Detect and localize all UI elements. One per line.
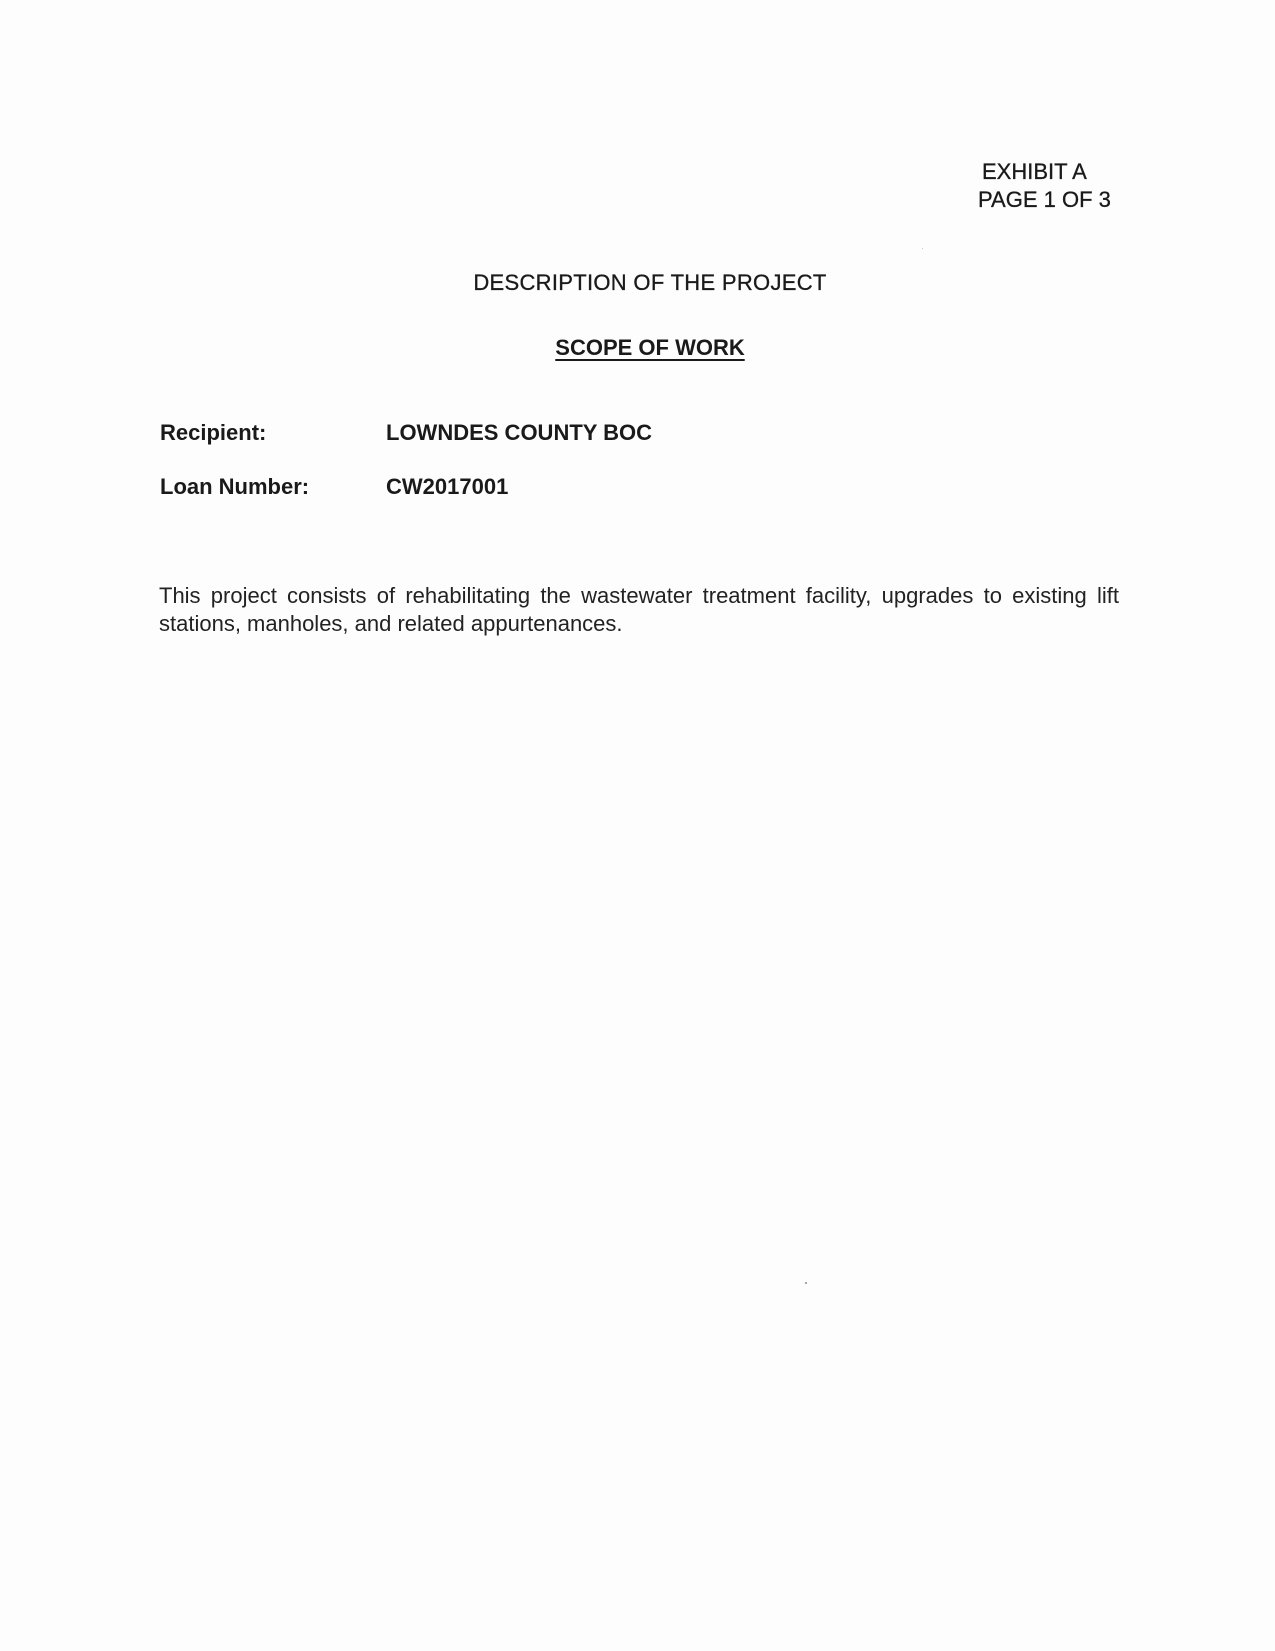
document-subtitle: SCOPE OF WORK <box>555 335 745 360</box>
exhibit-header <box>978 158 1111 214</box>
recipient-label: Recipient: <box>160 420 267 445</box>
recipient-value: LOWNDES COUNTY BOC <box>386 420 653 445</box>
page-number-label: PAGE 1 OF 3 <box>978 187 1111 212</box>
document-title: DESCRIPTION OF THE PROJECT <box>473 270 827 295</box>
loan-number-value: CW2017001 <box>386 474 509 499</box>
scan-speck <box>922 248 923 249</box>
loan-number-label: Loan Number: <box>160 474 310 499</box>
loan-number-row <box>160 474 508 500</box>
scan-speck <box>805 1282 807 1284</box>
project-description: This project consists of rehabilitating the wastewater treatment facility, upgrades to existing lift stations, manholes, and related appurtenances. <box>159 583 1119 636</box>
recipient-row <box>160 420 652 446</box>
exhibit-label: EXHIBIT A <box>982 159 1087 184</box>
